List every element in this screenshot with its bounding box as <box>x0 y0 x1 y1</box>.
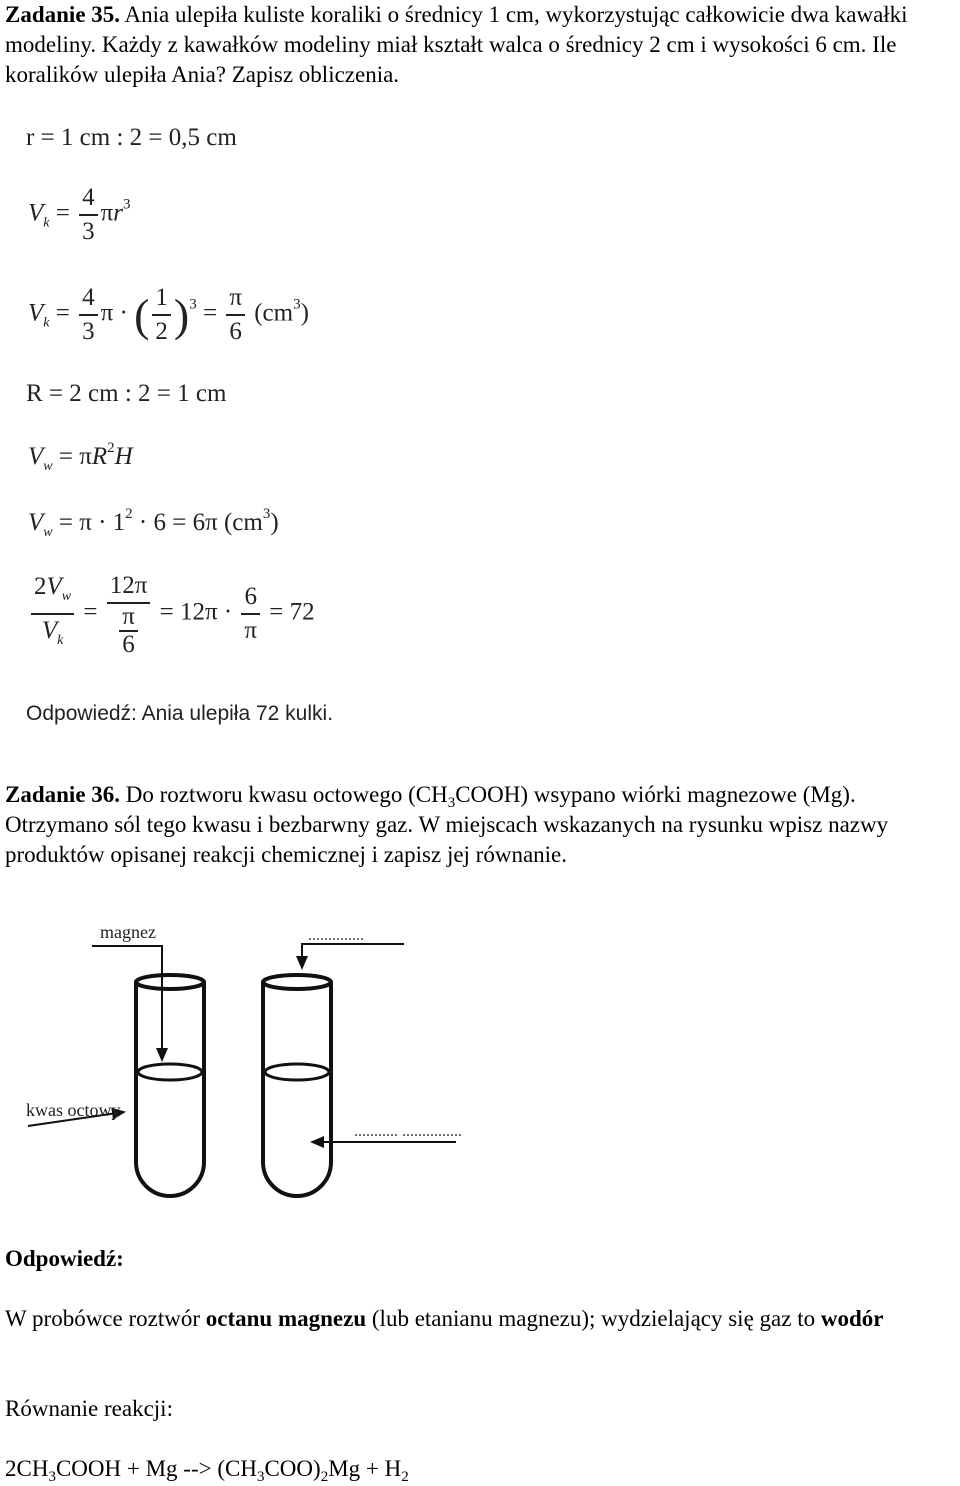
task35-answer: Odpowiedź: Ania ulepiła 72 kulki. <box>26 702 334 725</box>
task36-answer-text: W probówce roztwór octanu magnezu (lub etanianu magnezu); wydzielający się gaz to wodór <box>5 1306 884 1331</box>
calc-radius-line: r = 1 cm : 2 = 0,5 cm <box>26 124 237 151</box>
reaction-equation: $2CH_3COOH + Mg$ --> $(CH_3COO)_2Mg + H_2$ <box>5 1456 409 1485</box>
test-tube-left <box>136 975 204 1196</box>
calc-sphere-formula: $V_k$ = $\frac{4}{3}$ $\pi r^3$ <box>28 184 131 245</box>
task35-text: Zadanie 35. Ania ulepiła kuliste koraliki o średnicy 1 cm, wykorzystując całkowicie dwa kawałki modeliny. Każdy z kawałków modeliny miał kształt walca o średnicy 2 cm i wysokości 6 cm. Ile koralików ulepiła Ania? Zapisz obliczenia. <box>5 2 908 87</box>
test-tube-diagram <box>0 900 620 1210</box>
calc-sphere-volume: $V_k$ = $\frac{4}{3}$ π · ( $\frac{1}{2}$ )$^3$ = $\frac{\pi}{6}$ $(cm^3)$ <box>28 284 309 345</box>
task35-title: Zadanie 35. <box>5 2 121 27</box>
gas-blank: .............. <box>308 927 364 944</box>
test-tube-right <box>263 975 331 1196</box>
magnesium-label: magnez <box>100 922 156 942</box>
calc-cylinder-formula: $V_w = \pi R^2H$ <box>28 440 133 474</box>
salt-blank: ........... ............... <box>354 1123 462 1140</box>
calc-cylinder-volume: $V_w = \pi \cdot 1^2 \cdot 6 = 6\pi$ $(cm^3)$ <box>28 506 279 540</box>
task36-answer-heading: Odpowiedź: <box>5 1246 124 1271</box>
task36-text: Zadanie 36. Do roztworu kwasu octowego $(CH_3COOH)$ wsypano wiórki magnezowe (Mg). Otrzymano sól tego kwasu i bezbarwny gaz. W miejscach wskazanych na rysunku wpisz nazwy produktów opisanej reakcji chemicznej i zapisz jej równanie. <box>5 782 889 867</box>
gas-arrow <box>302 944 404 968</box>
task36-title: Zadanie 36. <box>5 782 121 807</box>
equation-heading: Równanie reakcji: <box>5 1396 173 1421</box>
acid-label: kwas octowy <box>26 1100 121 1120</box>
calc-ratio: $\frac{2V_w}{V_k}$ = $\frac{12\pi}{\frac{\pi}{6}}$ = 12π · $\frac{6}{\pi}$ = 72 <box>28 570 315 658</box>
magnesium-arrow <box>92 946 162 1060</box>
calc-cylinder-radius: R = 2 cm : 2 = 1 cm <box>26 380 227 407</box>
